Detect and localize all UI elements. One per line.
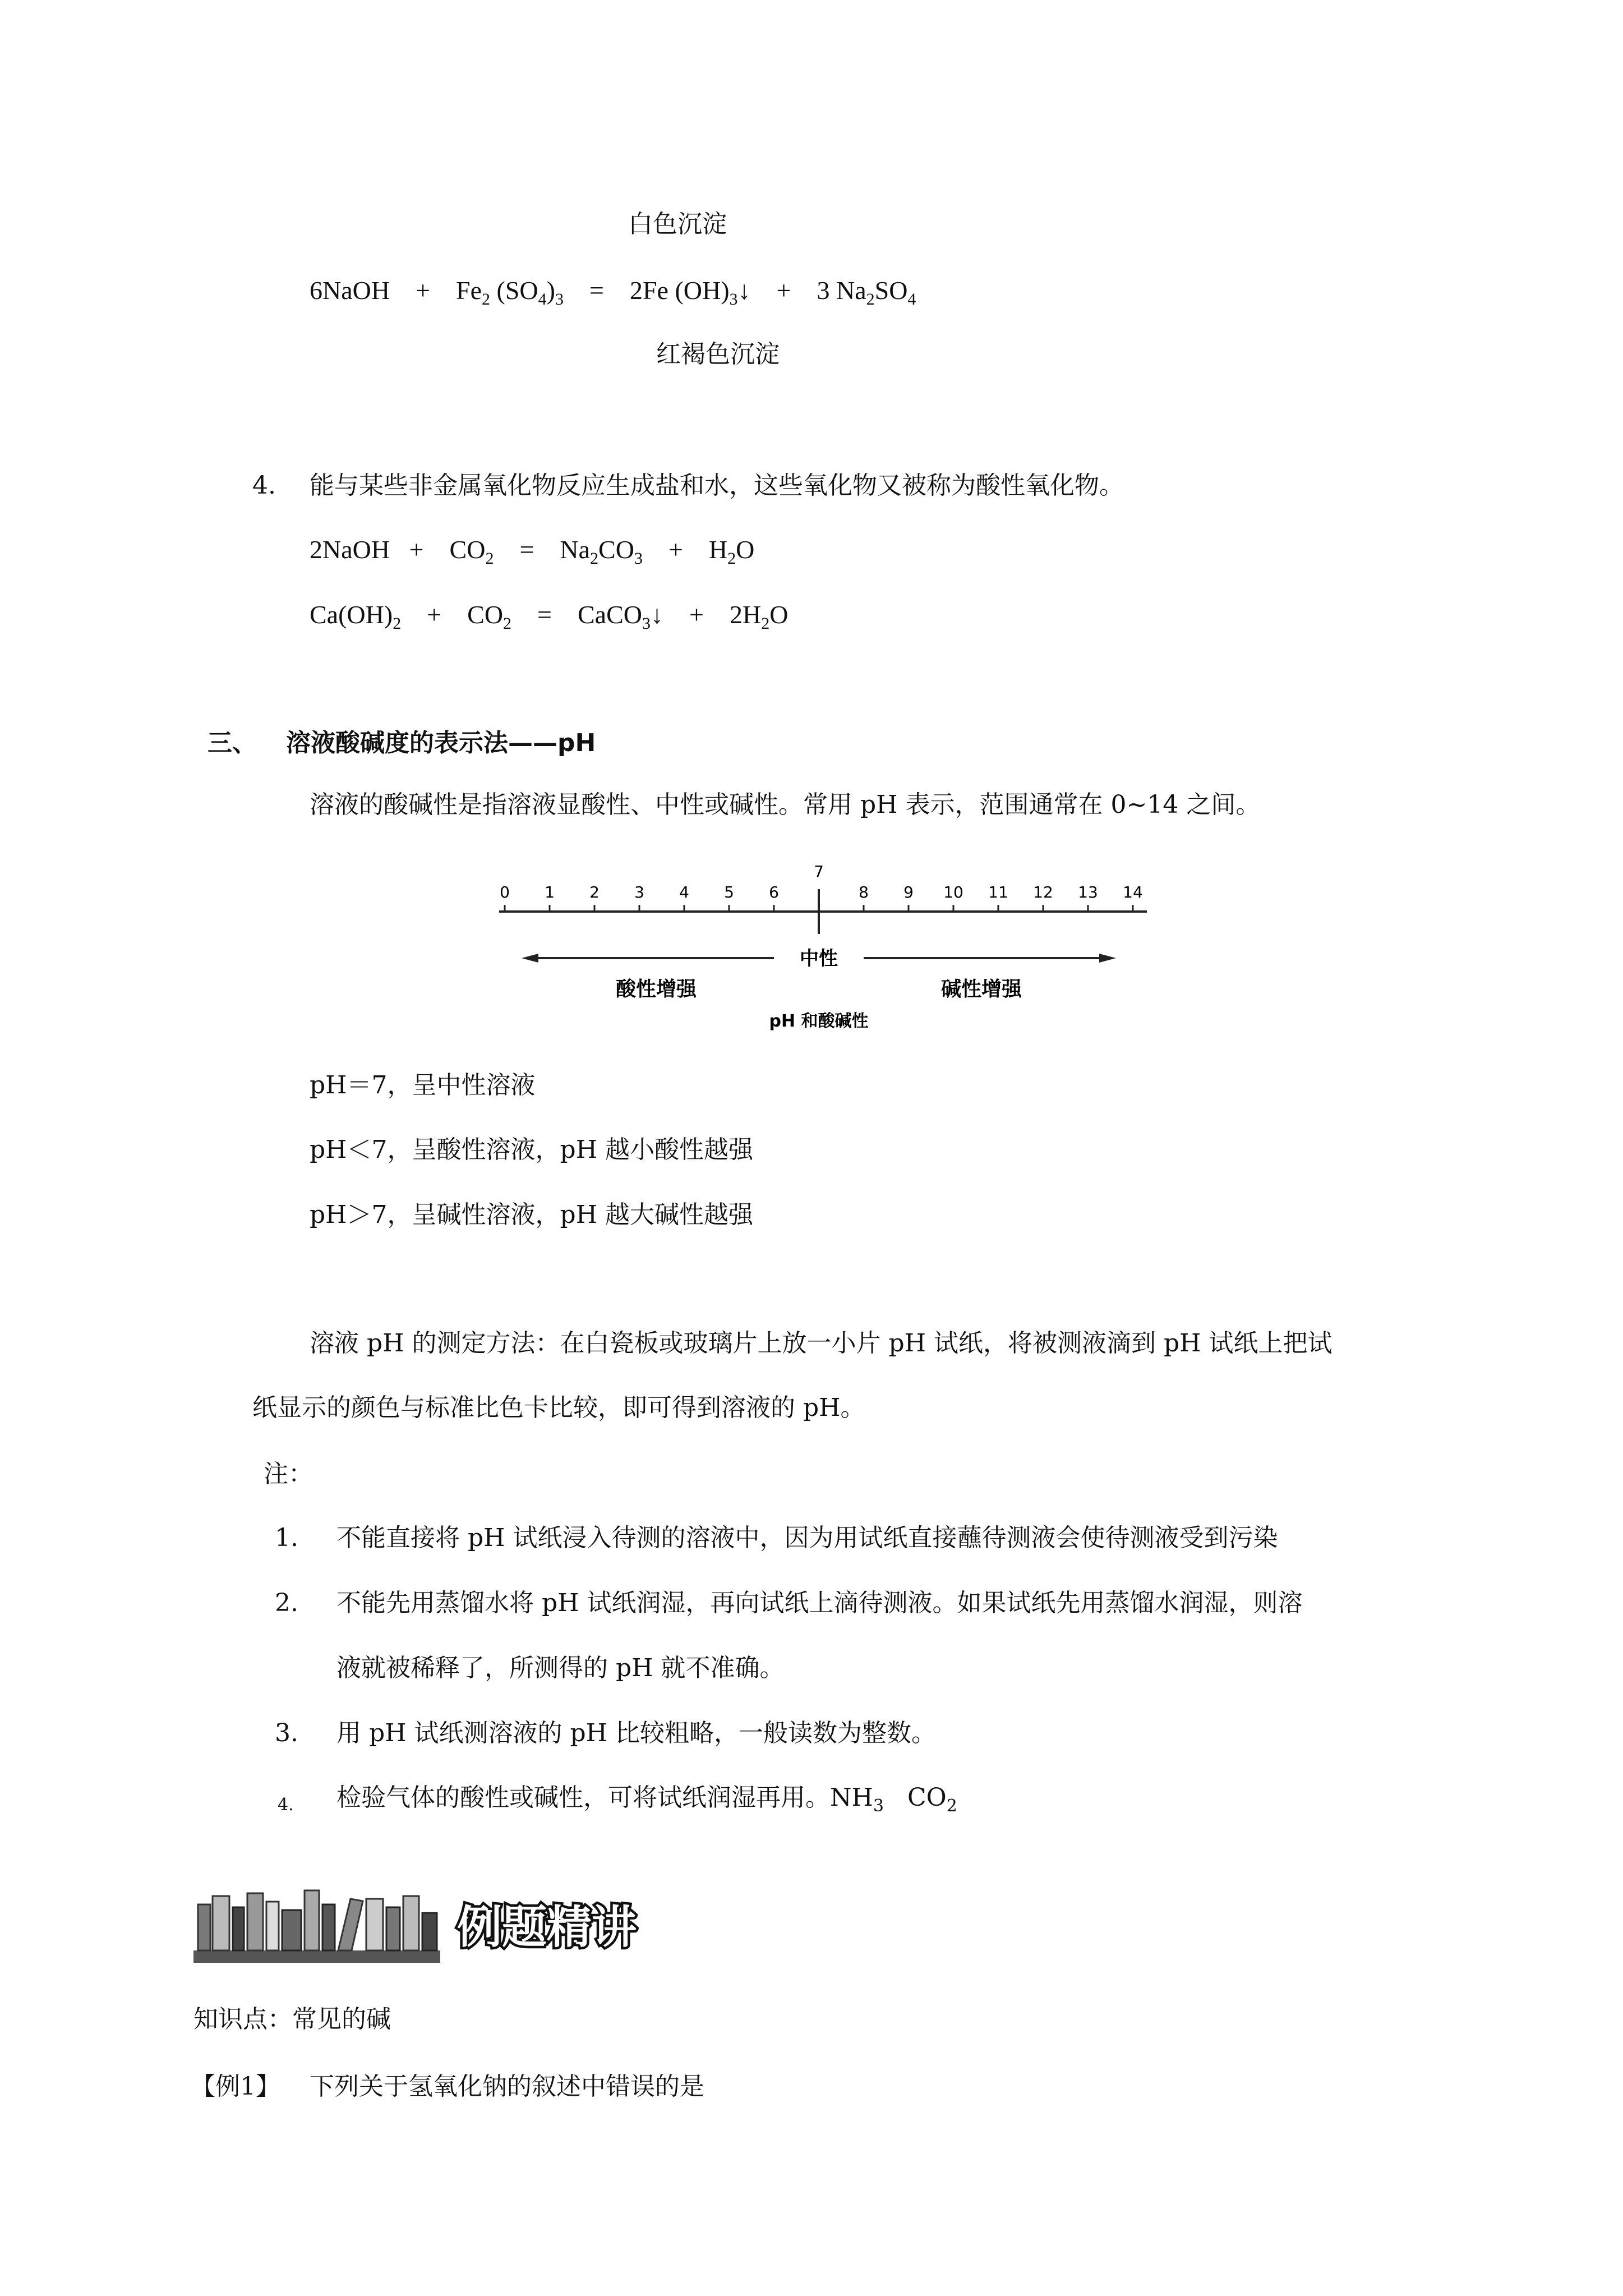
example-banner [193,1882,670,1966]
ph-tick-label-4: 4 [679,883,689,901]
ph-tick-label-8: 8 [859,883,869,901]
notes-title: 注： [264,1460,313,1488]
note-number-2: 2. [275,1589,298,1617]
note-number-4: 4. [278,1795,294,1815]
ph-tick-label-1: 1 [545,883,555,901]
ph-tick-label-2: 2 [589,883,600,901]
measure-line-1: 溶液 pH 的测定方法：在白瓷板或玻璃片上放一小片 pH 试纸，将被测液滴到 pH 试纸上把试 [310,1329,1332,1358]
note-number-1: 1. [275,1524,298,1552]
example-question: 下列关于氢氧化钠的叙述中错误的是 [310,2072,704,2101]
ph-tick-label-9: 9 [903,883,914,901]
ph-tick-label-13: 13 [1078,883,1098,901]
equation-naoh-co2: 2NaOH + $CO_2$ = $Na_2CO_3$ + $H_2O$ [310,535,755,568]
ph-tick-label-0: 0 [500,883,510,901]
equation-caoh2-co2: $Ca(OH)_2$ + $CO_2$ = CaCO$_3$↓ + $2H_2O$ [310,600,789,633]
knowledge-point: 知识点：常见的碱 [193,2005,391,2033]
base-label: 碱性增强 [940,978,1022,1001]
ph-scale-caption: pH 和酸碱性 [769,1011,869,1031]
ph-rule-base: pH＞7，呈碱性溶液，pH 越大碱性越强 [310,1200,754,1229]
item-4-text: 能与某些非金属氧化物反应生成盐和水，这些氧化物又被称为酸性氧化物。 [310,471,1124,500]
ph-rule-neutral: pH＝7，呈中性溶液 [310,1071,536,1099]
section-intro: 溶液的酸碱性是指溶液显酸性、中性或碱性。常用 pH 表示，范围通常在 0~14 之间。 [310,790,1261,819]
note-3-text: 用 pH 试纸测溶液的 pH 比较粗略，一般读数为整数。 [336,1719,937,1747]
ph-tick-label-5: 5 [724,883,734,901]
ph-tick-label-11: 11 [988,883,1008,901]
note-2-text-line-2: 液就被稀释了，所测得的 pH 就不准确。 [336,1654,785,1682]
acid-label: 酸性增强 [615,978,697,1001]
note-2-text-line-1: 不能先用蒸馏水将 pH 试纸润湿，再向试纸上滴待测液。如果试纸先用蒸馏水润湿，则溶 [336,1589,1303,1617]
ph-tick-label-6: 6 [769,883,779,901]
base-arrow-head [1099,954,1116,963]
ph-tick-label-14: 14 [1123,883,1143,901]
item-number-4: 4. [252,471,276,500]
banner-title: 例题精讲 [457,1901,637,1953]
ph-scale-ticks [500,862,1143,912]
precipitate-label-reddish-brown: 红褐色沉淀 [656,340,780,369]
example-tag: 【例1】 [191,2072,280,2101]
measure-line-2: 纸显示的颜色与标准比色卡比较，即可得到溶液的 pH。 [252,1393,865,1422]
section-title: 溶液酸碱度的表示法——pH [286,729,596,757]
ph-tick-label-7: 7 [814,862,824,881]
ph-tick-label-3: 3 [634,883,644,901]
neutral-label: 中性 [800,947,838,970]
acid-arrow-head [522,954,538,963]
books-icon [193,1890,440,1963]
note-4-text: 检验气体的酸性或碱性，可将试纸润湿再用。$NH_3$ $CO_2$ [336,1783,957,1816]
equation-naoh-fe2so43: 6NaOH + $Fe_2$ $(SO_4)_3$ = 2Fe $(OH)_3↓$ + 3 $Na_2SO_4$ [310,276,916,309]
section-number: 三、 [208,729,257,757]
precipitate-label-white: 白色沉淀 [628,210,727,238]
ph-rule-acid: pH＜7，呈酸性溶液，pH 越小酸性越强 [310,1135,754,1164]
note-1-text: 不能直接将 pH 试纸浸入待测的溶液中，因为用试纸直接蘸待测液会使待测液受到污染 [336,1524,1278,1552]
note-number-3: 3. [275,1719,298,1747]
ph-scale-figure [494,855,1155,1035]
ph-tick-label-12: 12 [1033,883,1053,901]
ph-tick-label-10: 10 [943,883,963,901]
